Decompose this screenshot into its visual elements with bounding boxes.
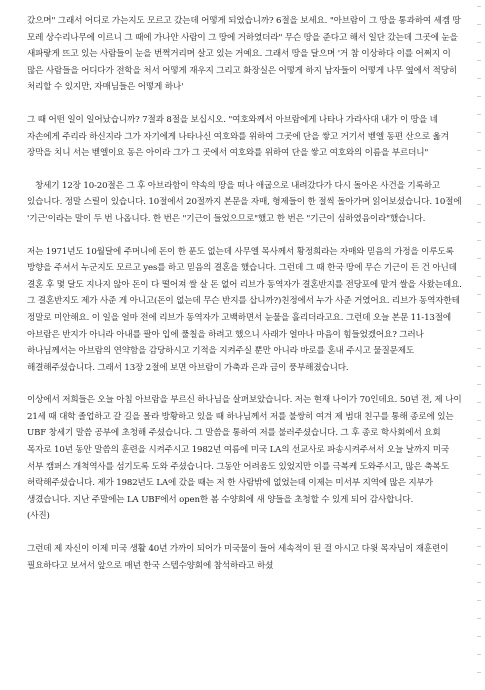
edge-tick — [477, 312, 481, 313]
paragraph-1: 갔으며" 그래서 어디로 가는지도 모르고 갔는데 어떻게 되었습니까? 6절을 보세요. "아브람이 그 땅을 통과하여 세겜 땅 모레 상수리나무에 이르니 그 때에 가나안 사람이 그 땅에 거하였더라" 무슨 땅을 준다고 해서 일단 갔는데 그곳에 눈을 새파랗게 뜨고 있는 사람들이 눈을 번쩍거리며 살고 있는 거예요. 그래서 땅을 달으며 '거 참 이상하다 이를 어쩌지 이 많은 사람들을 어디다가 전학을 처서 어떻게 재우지 그리고 화장실은 어떻게 하지 남자들이 어떻게 나무 옆에서 적당히 처리할 수 있지만, 자매님들은 어떻게 하나' — [27, 16, 461, 93]
edge-tick — [477, 96, 481, 97]
edge-tick — [477, 168, 481, 169]
edge-tick — [477, 402, 481, 403]
paragraph-gap — [27, 96, 465, 112]
edge-tick — [477, 204, 481, 205]
paragraph-gap — [27, 525, 465, 541]
edge-tick — [477, 60, 481, 61]
edge-tick — [477, 114, 481, 115]
photo-placeholder-label: (사진) — [27, 511, 50, 522]
document-body — [27, 13, 465, 574]
paragraph-3: 창세기 12장 10-20절은 그 후 아브라함이 약속의 땅을 떠나 애굽으로 내려갔다가 다시 돌아온 사건을 기록하고 있습니다. 정말 스릴이 있습니다. 10절에서 20절까지 본문을 자매, 형제들이 한 절씩 돌아가며 읽어보셨습니다. 10절에 '기근'이라는 말이 두 번 나옵니다. 한 번은 "기근이 들었으므로"했고 한 번은 "기근이 심하였음이라"했습니다. — [27, 180, 462, 224]
edge-tick — [477, 438, 481, 439]
edge-tick — [477, 258, 481, 259]
edge-tick — [477, 510, 481, 511]
paragraph-6: 그런데 제 자신이 이제 미국 생활 40년 가까이 되어가 미국물이 들어 세속적이 된 걸 아시고 다윗 목자님이 재훈련이 필요하다고 보셔서 앞으로 매년 한국 스텝수양회에 참석하라고 하셨 — [27, 544, 449, 571]
edge-tick — [477, 600, 481, 601]
edge-tick — [477, 348, 481, 349]
paragraph-gap — [27, 162, 465, 178]
edge-tick — [477, 636, 481, 637]
paragraph-5: 이상에서 저희들은 오늘 아침 아브람을 부르신 하나님을 살펴보았습니다. 저는 현재 나이가 70인데요. 50년 전, 제 나이 21세 때 대학 졸업하고 갈 길을 몰라 방황하고 있을 때 하나님께서 저를 불쌍히 여겨 제 범대 친구를 통해 종로에 있는 UBF 창세기 말씀 공부에 초청해 주셨습니다. 그 말씀을 통하여 저를 불러주셨습니다. 그 후 종로 학사회에서 요회 목자로 10년 동안 말씀의 훈련을 시켜주시고 1982년 여름에 미국 LA의 선교사로 파송시켜주셔서 오늘 날까지 미국 서부 캠퍼스 개척역사를 섬기도록 도와 주셨습니다. 그동안 어려움도 있었지만 이를 극복케 도와주시고, 많은 축복도 허락해주셨습니다. 제가 1982년도 LA에 갔을 때는 저 한 사람밖에 없었는데 이제는 미서부 지역에 많은 지부가 생겼습니다. 지난 주말에는 LA UBF에서 open한 봄 수양회에 새 양들을 초청할 수 있게 되어 감사합니다. — [27, 395, 462, 505]
edge-tick — [477, 132, 481, 133]
edge-tick — [477, 294, 481, 295]
edge-tick — [477, 618, 481, 619]
edge-tick — [477, 276, 481, 277]
edge-tick — [477, 42, 481, 43]
edge-tick — [477, 186, 481, 187]
edge-tick — [477, 546, 481, 547]
edge-tick — [477, 150, 481, 151]
edge-tick — [477, 78, 481, 79]
edge-tick — [477, 240, 481, 241]
edge-tick — [477, 672, 481, 673]
edge-tick — [477, 492, 481, 493]
page-edge-ruler — [476, 0, 482, 690]
edge-tick — [477, 582, 481, 583]
edge-tick — [477, 564, 481, 565]
edge-tick — [477, 420, 481, 421]
edge-tick — [477, 330, 481, 331]
paragraph-gap — [27, 376, 465, 392]
paragraph-gap — [27, 228, 465, 244]
edge-tick — [477, 528, 481, 529]
edge-tick — [477, 654, 481, 655]
paragraph-4: 저는 1971년도 10월달에 주머니에 돈이 한 푼도 없는데 사무엘 목사께서 황정희라는 자매와 믿음의 가정을 이루도록 방향을 주셔서 누군지도 모르고 yes를 하고 믿음의 결혼을 했습니다. 그런데 그 때 한국 땅에 무슨 기근이 든 건 아닌데 결혼 후 몇 달도 지나지 않아 돈이 다 떨어져 쌀 살 돈 없어 리브가 동역자가 결혼반지를 전당포에 맡겨 쌀을 사왔는데요. 그 결혼반지도 제가 사준 게 아니고(돈이 없는데 무슨 반지를 삽니까?)친정에서 누가 사준 거였어요. 리브가 동역자한테 정말로 미안해요. 이 일을 얼마 전에 리브가 동역자가 고백하면서 눈물을 흘리더라고요. 그런데 오늘 본문 11-13절에 아브람은 반지가 아니라 아내를 팔아 입에 풀칠을 하려고 했으니 사래가 얼마나 마음이 힘들었겠어요? 그러나 하나님께서는 아브람의 연약함을 감당하시고 기적을 지켜주실 뿐만 아니라 바로를 혼내 주시고 물질문제도 해결해주셨습니다. 그래서 13장 2절에 보면 아브람이 가축과 은과 금이 풍부해졌습니다. — [27, 246, 462, 373]
edge-tick — [477, 474, 481, 475]
edge-tick — [477, 24, 481, 25]
edge-tick — [477, 366, 481, 367]
edge-tick — [477, 6, 481, 7]
edge-tick — [477, 456, 481, 457]
edge-tick — [477, 222, 481, 223]
edge-tick — [477, 384, 481, 385]
paragraph-2: 그 때 어떤 일이 일어났습니까? 7절과 8절을 보십시오. "여호와께서 아브람에게 나타나 가라사대 내가 이 땅을 네 자손에게 주리라 하신지라 그가 자기에게 나타나신 여호와를 위하여 그곳에 단을 쌓고 거기서 벧엘 동편 산으로 옮겨 장막을 치니 서는 벧엘이요 동은 아이라 그가 그 곳에서 여호와를 위하여 단을 쌓고 여호와의 이름을 부르더니" — [27, 114, 449, 159]
